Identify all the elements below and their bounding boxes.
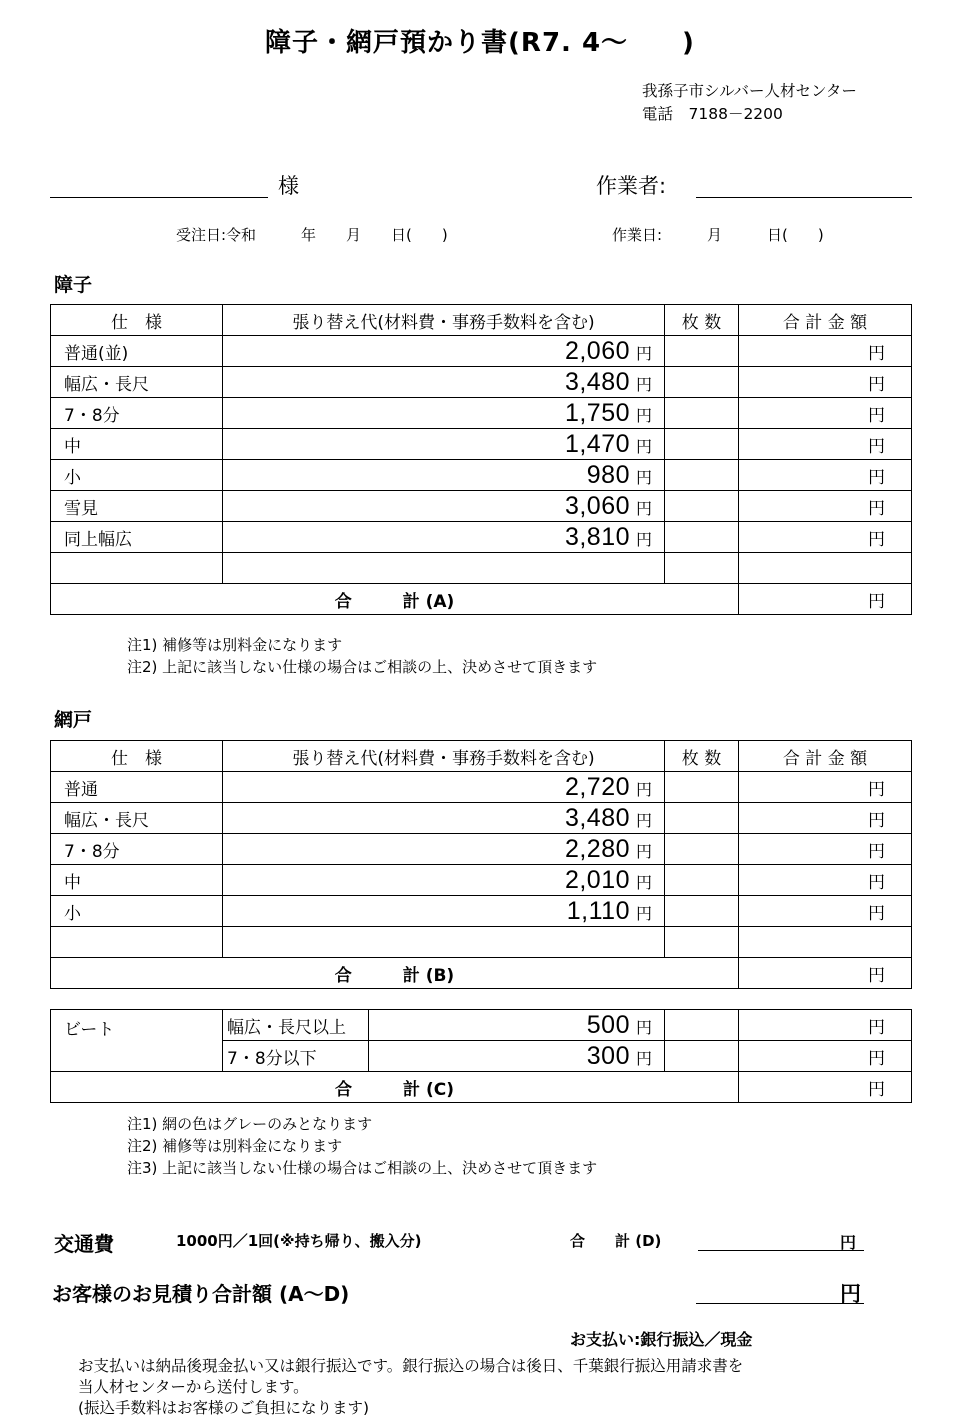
shoji-note-1: 注1) 補修等は別料金になります — [127, 636, 343, 654]
table-row — [51, 1010, 912, 1041]
count-cell[interactable] — [665, 336, 739, 367]
yen-unit: 円 — [636, 810, 653, 830]
table-header-row — [51, 305, 912, 336]
count-cell[interactable] — [665, 772, 739, 803]
spec-cell-blank[interactable] — [51, 927, 223, 958]
total-cell[interactable]: 円 — [739, 865, 912, 896]
price-cell — [369, 1041, 665, 1072]
worker-name-line — [696, 197, 912, 198]
yen-unit: 円 — [636, 374, 653, 394]
price-cell — [223, 398, 665, 429]
payment-label: お支払い:銀行振込／現金 — [570, 1330, 753, 1349]
col-header-total: 合 計 金 額 — [739, 741, 912, 772]
amido-note-2: 注2) 補修等は別料金になります — [127, 1137, 343, 1155]
price-cell-blank[interactable] — [223, 553, 665, 584]
amido-note-1: 注1) 網の色はグレーのみとなります — [127, 1115, 373, 1133]
estimate-unit: 円 — [840, 1282, 861, 1306]
yen-unit: 円 — [636, 1048, 653, 1068]
table-row-blank — [51, 927, 912, 958]
yen-unit: 円 — [636, 405, 653, 425]
spec-cell: 幅広・長尺 — [51, 803, 223, 834]
payment-line-3: (振込手数料はお客様のご負担になります) — [78, 1399, 370, 1417]
shoji-price-table — [50, 304, 912, 615]
spec-cell: 幅広・長尺以上 — [223, 1010, 369, 1041]
table-row — [51, 491, 912, 522]
spec-cell: 中 — [51, 865, 223, 896]
total-cell[interactable]: 円 — [739, 1010, 912, 1041]
price-value: 3,480 — [564, 803, 630, 832]
table-row — [51, 865, 912, 896]
spec-cell: 中 — [51, 429, 223, 460]
total-row-a — [51, 584, 912, 615]
table-row — [51, 522, 912, 553]
yen-unit: 円 — [636, 872, 653, 892]
total-cell[interactable]: 円 — [739, 522, 912, 553]
total-label-b: 合 計 (B) — [51, 958, 739, 989]
count-cell[interactable] — [665, 460, 739, 491]
amido-notes — [127, 1113, 597, 1179]
estimate-line[interactable] — [696, 1303, 864, 1304]
count-cell[interactable] — [665, 553, 739, 584]
price-cell — [223, 522, 665, 553]
customer-name-line — [50, 197, 268, 198]
amido-price-table — [50, 740, 912, 989]
spec-cell: 普通(並) — [51, 336, 223, 367]
spec-cell: 同上幅広 — [51, 522, 223, 553]
total-cell[interactable]: 円 — [739, 1041, 912, 1072]
table-row — [51, 460, 912, 491]
document-title: 障子・網戸預かり書(R7. 4～ ) — [265, 28, 695, 58]
spec-cell: 普通 — [51, 772, 223, 803]
spec-cell: 7・8分 — [51, 398, 223, 429]
shoji-heading: 障子 — [54, 274, 93, 296]
payment-line-1: お支払いは納品後現金払い又は銀行振込です。銀行振込の場合は後日、千葉銀行振込用請求書を — [78, 1357, 744, 1375]
price-value: 3,480 — [564, 367, 630, 396]
count-cell[interactable] — [665, 429, 739, 460]
price-value: 2,280 — [564, 834, 630, 863]
spec-cell: 幅広・長尺 — [51, 367, 223, 398]
total-cell[interactable]: 円 — [739, 398, 912, 429]
price-cell — [223, 367, 665, 398]
total-cell[interactable]: 円 — [739, 460, 912, 491]
transport-total-label: 合 計 (D) — [570, 1232, 662, 1250]
price-cell — [223, 834, 665, 865]
yen-unit: 円 — [636, 529, 653, 549]
price-cell — [223, 491, 665, 522]
price-value: 3,810 — [564, 522, 630, 551]
total-cell[interactable]: 円 — [739, 834, 912, 865]
payment-text — [78, 1356, 743, 1419]
transport-label: 交通費 — [54, 1232, 114, 1256]
total-value-b[interactable]: 円 — [739, 958, 912, 989]
spec-cell: 雪見 — [51, 491, 223, 522]
count-cell[interactable] — [665, 865, 739, 896]
total-cell[interactable]: 円 — [739, 491, 912, 522]
total-cell[interactable]: 円 — [739, 896, 912, 927]
spec-cell: 7・8分 — [51, 834, 223, 865]
estimate-label: お客様のお見積り合計額 (A～D) — [52, 1282, 350, 1306]
col-header-price: 張り替え代(材料費・事務手数料を含む) — [223, 741, 665, 772]
spec-cell: 7・8分以下 — [223, 1041, 369, 1072]
price-cell — [369, 1010, 665, 1041]
price-value: 500 — [586, 1010, 630, 1039]
price-cell — [223, 336, 665, 367]
price-cell — [223, 896, 665, 927]
total-cell[interactable]: 円 — [739, 336, 912, 367]
col-header-spec: 仕 様 — [51, 741, 223, 772]
price-value: 1,110 — [566, 896, 630, 925]
total-cell[interactable]: 円 — [739, 367, 912, 398]
total-row-c — [51, 1072, 912, 1103]
count-cell[interactable] — [665, 491, 739, 522]
bead-price-table — [50, 1009, 912, 1103]
table-row — [51, 803, 912, 834]
total-value-a[interactable]: 円 — [739, 584, 912, 615]
price-cell — [223, 803, 665, 834]
yen-unit: 円 — [636, 436, 653, 456]
total-value-c[interactable]: 円 — [739, 1072, 912, 1103]
count-cell[interactable] — [665, 896, 739, 927]
organization-name: 我孫子市シルバー人材センター — [642, 82, 857, 100]
count-cell[interactable] — [665, 834, 739, 865]
yen-unit: 円 — [636, 841, 653, 861]
table-row-blank — [51, 553, 912, 584]
total-label-a: 合 計 (A) — [51, 584, 739, 615]
price-cell — [223, 865, 665, 896]
worker-label: 作業者: — [596, 174, 667, 198]
table-header-row — [51, 741, 912, 772]
price-value: 300 — [586, 1041, 630, 1070]
count-cell[interactable] — [665, 1041, 739, 1072]
transport-detail: 1000円／1回(※持ち帰り、搬入分) — [176, 1232, 422, 1250]
yen-unit: 円 — [636, 903, 653, 923]
amido-note-3: 注3) 上記に該当しない仕様の場合はご相談の上、決めさせて頂きます — [127, 1159, 598, 1177]
spec-cell: 小 — [51, 896, 223, 927]
table-row — [51, 834, 912, 865]
price-value: 1,470 — [564, 429, 630, 458]
total-cell[interactable] — [739, 927, 912, 958]
count-cell[interactable] — [665, 803, 739, 834]
table-row — [51, 336, 912, 367]
count-cell[interactable] — [665, 367, 739, 398]
spec-cell-blank[interactable] — [51, 553, 223, 584]
yen-unit: 円 — [636, 343, 653, 363]
count-cell[interactable] — [665, 1010, 739, 1041]
shoji-notes — [127, 634, 597, 678]
total-label-c: 合 計 (C) — [51, 1072, 739, 1103]
amido-heading: 網戸 — [54, 709, 93, 731]
col-header-price: 張り替え代(材料費・事務手数料を含む) — [223, 305, 665, 336]
count-cell[interactable] — [665, 522, 739, 553]
count-cell[interactable] — [665, 927, 739, 958]
bead-label: ビート — [51, 1010, 223, 1072]
organization-phone: 電話 7188－2200 — [642, 105, 783, 123]
price-value: 1,750 — [564, 398, 630, 427]
yen-unit: 円 — [636, 1017, 653, 1037]
organization-info — [642, 80, 857, 126]
price-cell-blank[interactable] — [223, 927, 665, 958]
payment-line-2: 当人材センターから送付します。 — [78, 1378, 309, 1396]
yen-unit: 円 — [636, 467, 653, 487]
price-cell — [223, 772, 665, 803]
total-cell[interactable]: 円 — [739, 803, 912, 834]
shoji-note-2: 注2) 上記に該当しない仕様の場合はご相談の上、決めさせて頂きます — [127, 658, 598, 676]
work-date: 作業日: 月 日( ) — [612, 226, 824, 244]
total-cell[interactable]: 円 — [739, 772, 912, 803]
table-row — [51, 772, 912, 803]
price-value: 2,060 — [564, 336, 630, 365]
price-cell — [223, 429, 665, 460]
col-header-spec: 仕 様 — [51, 305, 223, 336]
yen-unit: 円 — [636, 779, 653, 799]
price-cell — [223, 460, 665, 491]
total-cell[interactable]: 円 — [739, 429, 912, 460]
col-header-total: 合 計 金 額 — [739, 305, 912, 336]
price-value: 2,010 — [564, 865, 630, 894]
price-value: 3,060 — [564, 491, 630, 520]
table-row — [51, 896, 912, 927]
price-value: 980 — [586, 460, 630, 489]
col-header-count: 枚 数 — [665, 305, 739, 336]
customer-suffix: 様 — [278, 174, 299, 198]
price-value: 2,720 — [564, 772, 630, 801]
count-cell[interactable] — [665, 398, 739, 429]
total-cell[interactable] — [739, 553, 912, 584]
yen-unit: 円 — [636, 498, 653, 518]
table-row — [51, 398, 912, 429]
table-row — [51, 429, 912, 460]
spec-cell: 小 — [51, 460, 223, 491]
table-row — [51, 367, 912, 398]
col-header-count: 枚 数 — [665, 741, 739, 772]
total-row-b — [51, 958, 912, 989]
transport-total-unit: 円 — [840, 1233, 857, 1252]
order-date: 受注日:令和 年 月 日( ) — [176, 226, 448, 244]
